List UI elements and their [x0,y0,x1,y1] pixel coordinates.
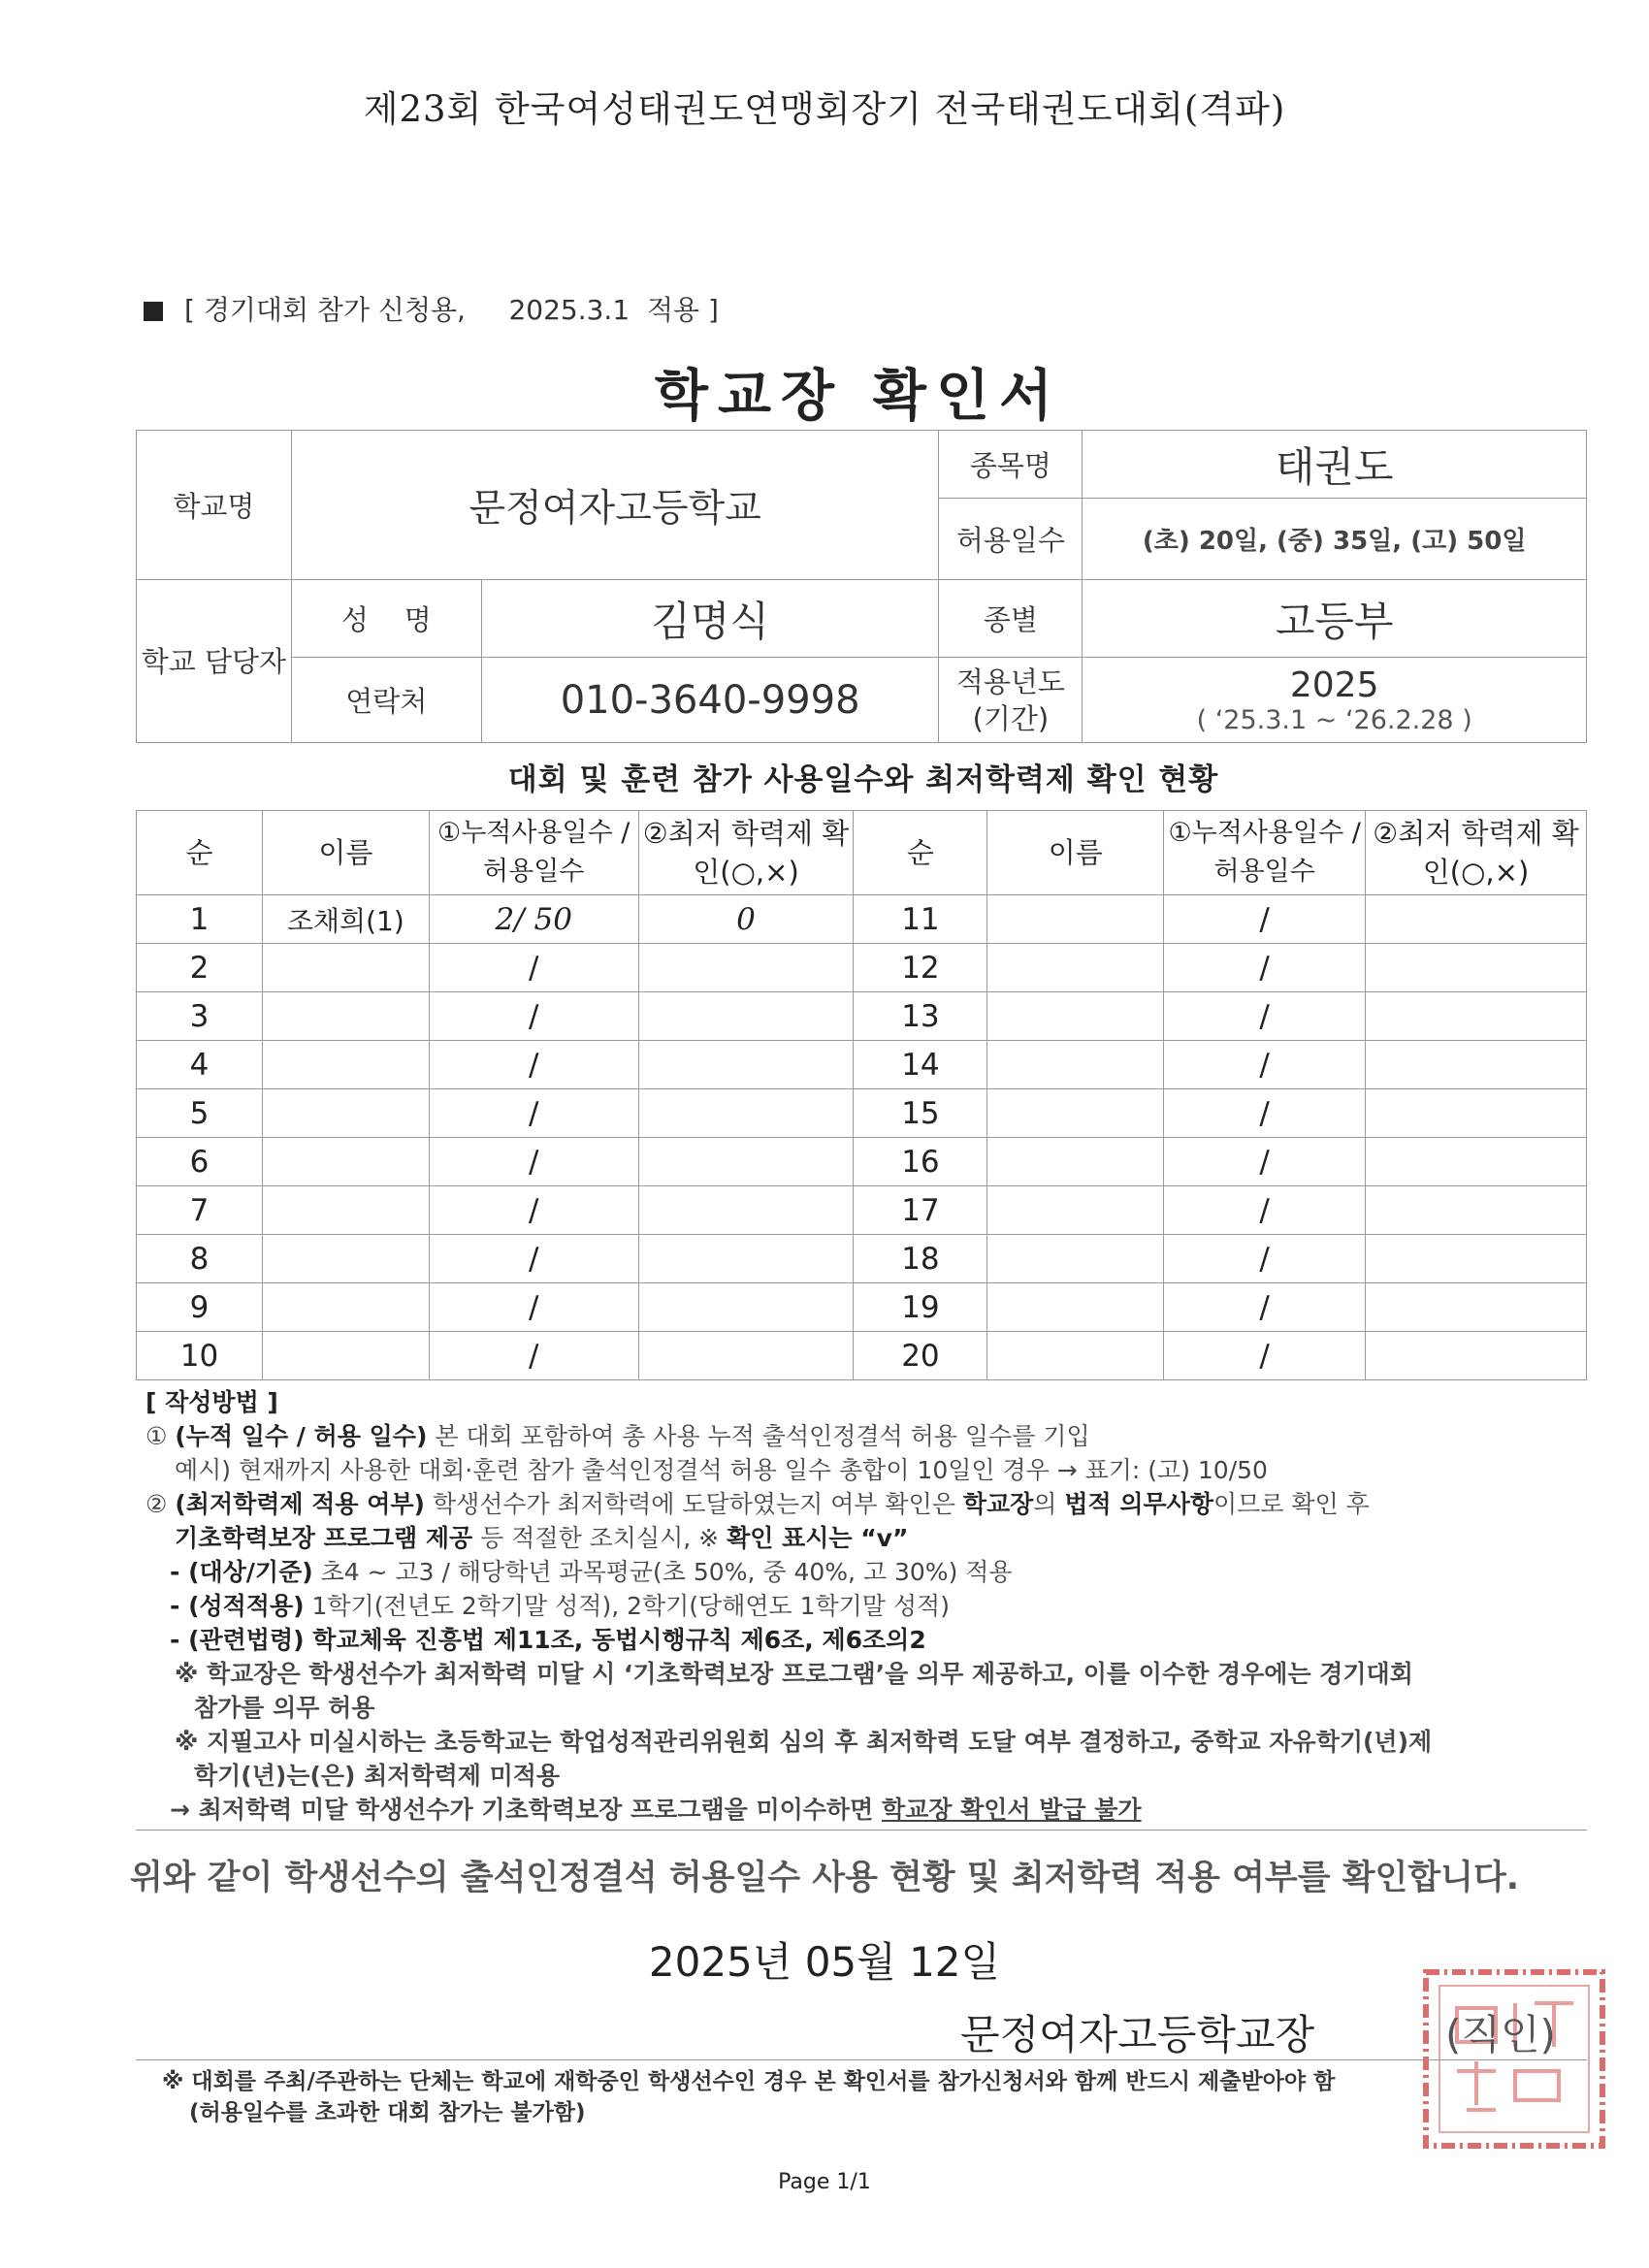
divider [136,2059,1587,2060]
days-cell: / [429,1186,638,1235]
days-cell: / [429,1138,638,1186]
event-label: 종목명 [939,431,1083,499]
guide-note-1: ※ 학교장은 학생선수가 최저학력 미달 시 ‘기초학력보장 프로그램’을 의무 제공하고, 이를 이수한 경우에는 경기대회 [175,1660,1413,1688]
name-label: 성 명 [291,580,481,658]
row-no: 20 [854,1332,987,1380]
handwritten-days: 2/ 50 [429,895,638,944]
check-cell [1366,1186,1587,1235]
student-name [987,1138,1164,1186]
header-days: ①누적사용일수 /허용일수 [429,811,638,895]
days-cell: / [1164,944,1366,992]
guide-item-2-bold-d: 법적 의무사항 [1064,1490,1214,1518]
days-cell: / [429,992,638,1041]
check-cell [638,992,854,1041]
guide-note-3-text: → 최저학력 미달 학생선수가 기초학력보장 프로그램을 미이수하면 [170,1796,882,1824]
days-cell: / [429,1283,638,1332]
row-no: 10 [137,1332,263,1380]
handwritten-check: 0 [638,895,854,944]
info-table [136,430,1587,743]
student-name [262,1235,429,1283]
footnote-line-2: (허용일수를 초과한 대회 참가는 불가함) [189,2100,586,2125]
allowed-days: (초) 20일, (중) 35일, (고) 50일 [1083,499,1587,580]
student-name [262,1283,429,1332]
row-no: 19 [854,1283,987,1332]
student-name [987,1332,1164,1380]
days-cell: / [429,1089,638,1138]
guide-item-2 [146,1487,1600,1521]
student-name [987,1235,1164,1283]
table-row [137,1283,1587,1332]
contact-number: 010-3640-9998 [481,658,939,743]
row-no: 14 [854,1041,987,1089]
divider [136,1830,1587,1831]
circled-2-icon: ② [146,1490,168,1518]
days-cell: / [1164,1332,1366,1380]
days-cell: / [1164,895,1366,944]
row-no: 11 [854,895,987,944]
guide-item-2-text-e: 이므로 확인 후 [1213,1490,1370,1518]
form-tag: [ 경기대회 참가 신청용, 2025.3.1 적용 ] [184,294,719,326]
apply-year: 2025 [1289,664,1379,705]
division: 고등부 [1083,580,1587,658]
check-cell [1366,1138,1587,1186]
guide-law [146,1623,1600,1657]
header-no: 순 [137,811,263,895]
form-tag-line [144,289,719,328]
header-no: 순 [854,811,987,895]
guide-item-1-example: 예시) 현재까지 사용한 대회·훈련 참가 출석인정결석 허용 일수 총합이 10일인 경우 → 표기: (고) 10/50 [175,1456,1268,1484]
student-name: 조채희(1) [262,895,429,944]
row-no: 12 [854,944,987,992]
check-cell [1366,1332,1587,1380]
guide-grade-text: 1학기(전년도 2학기말 성적), 2학기(당해연도 1학기말 성적) [304,1592,950,1620]
table-row [137,1138,1587,1186]
guide-note-3 [146,1793,1600,1827]
guide-item-1-text: 본 대회 포함하여 총 사용 누적 출석인정결석 허용 일수를 기입 [427,1422,1090,1450]
guide-note-2-cont: 학기(년)는(은) 최저학력제 미적용 [194,1762,561,1790]
roster-subtitle: 대회 및 훈련 참가 사용일수와 최저학력제 확인 현황 [507,762,1219,797]
days-cell: / [1164,992,1366,1041]
row-no: 17 [854,1186,987,1235]
document-title: 학교장 확인서 [654,364,1063,428]
header-min-academic: ②최저 학력제 확인(○,×) [638,811,854,895]
guide-item-2-bold: (최저학력제 적용 여부) [175,1490,425,1518]
manager-name: 김명식 [481,580,939,658]
table-row [137,1089,1587,1138]
header-days: ①누적사용일수 /허용일수 [1164,811,1366,895]
check-cell [1366,944,1587,992]
student-name [262,1332,429,1380]
header-name: 이름 [987,811,1164,895]
guide-item-2-text-a: 학생선수가 최저학력에 도달하였는지 여부 확인은 [425,1490,963,1518]
guide-item-2-bold-b: 학교장 [962,1490,1034,1518]
manager-label: 학교 담당자 [137,580,292,743]
school-name-label: 학교명 [137,431,292,580]
days-cell: / [1164,1041,1366,1089]
student-name [987,895,1164,944]
guide-grade-bold: - (성적적용) [170,1592,305,1620]
table-row [137,895,1587,944]
guide-target-text: 초4 ~ 고3 / 해당학년 과목평균(초 50%, 중 40%, 고 30%) 적용 [312,1558,1013,1586]
days-cell: / [1164,1186,1366,1235]
days-cell: / [1164,1089,1366,1138]
guide-item-2-line2-bold: 기초학력보장 프로그램 제공 [175,1524,473,1552]
guide-item-2-line2-text: 등 적절한 조치실시, ※ [472,1524,728,1552]
year-label: 적용년도 (기간) [939,658,1083,743]
guide-item-2-line2-bold2: 확인 표시는 “v” [727,1524,909,1552]
student-name [262,944,429,992]
check-cell [638,1138,854,1186]
row-no: 3 [137,992,263,1041]
check-cell [1366,1041,1587,1089]
table-row [137,944,1587,992]
event-name: 태권도 [1083,431,1587,499]
student-name [987,992,1164,1041]
check-cell [1366,992,1587,1041]
guide-note-2: ※ 지필고사 미실시하는 초등학교는 학업성적관리위원회 심의 후 최저학력 도달 여부 결정하고, 중학교 자유학기(년)제 [175,1728,1433,1756]
row-no: 9 [137,1283,263,1332]
contact-label: 연락처 [291,658,481,743]
student-name [262,1041,429,1089]
division-label: 종별 [939,580,1083,658]
check-cell [638,1089,854,1138]
check-cell [638,1041,854,1089]
table-row [137,1235,1587,1283]
check-cell [1366,895,1587,944]
table-row [137,1332,1587,1380]
student-name [262,1186,429,1235]
principal-name: 문정여자고등학교장 [960,2011,1315,2058]
seal-label: (직인) [1445,2011,1556,2058]
guide-note-3-underlined: 학교장 확인서 발급 불가 [881,1796,1142,1824]
days-cell: / [1164,1235,1366,1283]
days-cell: / [1164,1283,1366,1332]
check-cell [638,1332,854,1380]
check-cell [638,1283,854,1332]
days-cell: / [429,1235,638,1283]
row-no: 15 [854,1089,987,1138]
student-name [262,992,429,1041]
guide-heading [146,1385,1600,1419]
table-row [137,1186,1587,1235]
roster-table [136,810,1587,1380]
guide-target [146,1555,1600,1589]
guide-item-1 [146,1419,1600,1453]
square-bullet-icon [144,302,163,321]
student-name [987,1041,1164,1089]
circled-1-icon: ① [146,1422,168,1450]
guide-item-2-text-c: 의 [1033,1490,1065,1518]
row-no: 5 [137,1089,263,1138]
check-cell [1366,1235,1587,1283]
days-cell: / [1164,1138,1366,1186]
days-cell: / [429,1041,638,1089]
event-title: 제23회 한국여성태권도연맹회장기 전국태권도대회(격파) [363,88,1286,130]
check-cell [638,944,854,992]
confirmation-text: 위와 같이 학생선수의 출석인정결석 허용일수 사용 현황 및 최저학력 적용 여부를 확인합니다. [129,1859,1520,1897]
row-no: 7 [137,1186,263,1235]
guide-target-bold: - (대상/기준) [170,1558,313,1586]
apply-period: ( ‘25.3.1 ~ ‘26.2.28 ) [1196,704,1472,735]
check-cell [1366,1089,1587,1138]
days-cell: / [429,944,638,992]
row-no: 2 [137,944,263,992]
student-name [987,1283,1164,1332]
writing-guide [146,1385,1600,1827]
guide-item-1-bold: (누적 일수 / 허용 일수) [175,1422,428,1450]
guide-note-1-cont: 참가를 의무 허용 [194,1694,375,1722]
guide-grade [146,1589,1600,1623]
days-cell: / [429,1332,638,1380]
footnote [162,2066,1598,2128]
table-row [137,992,1587,1041]
check-cell [638,1235,854,1283]
row-no: 8 [137,1235,263,1283]
row-no: 13 [854,992,987,1041]
row-no: 16 [854,1138,987,1186]
student-name [987,1089,1164,1138]
row-no: 4 [137,1041,263,1089]
check-cell [638,1186,854,1235]
row-no: 18 [854,1235,987,1283]
student-name [262,1089,429,1138]
student-name [987,1186,1164,1235]
school-name: 문정여자고등학교 [291,431,939,580]
row-no: 1 [137,895,263,944]
header-min-academic: ②최저 학력제 확인(○,×) [1366,811,1587,895]
table-row [137,1041,1587,1089]
guide-item-2-line2 [146,1521,1600,1555]
row-no: 6 [137,1138,263,1186]
header-name: 이름 [262,811,429,895]
student-name [262,1138,429,1186]
allowed-days-label: 허용일수 [939,499,1083,580]
issue-date: 2025년 05월 12일 [648,1938,1001,1986]
guide-heading-text: [ 작성방법 ] [146,1388,278,1416]
footnote-line-1: ※ 대회를 주최/주관하는 단체는 학교에 재학중인 학생선수인 경우 본 확인서를 참가신청서와 함께 반드시 제출받아야 함 [162,2069,1336,2094]
page-number: Page 1/1 [778,2170,871,2194]
check-cell [1366,1283,1587,1332]
year-cell [1083,658,1587,743]
student-name [987,944,1164,992]
guide-law-text: - (관련법령) 학교체육 진흥법 제11조, 동법시행규칙 제6조, 제6조의2 [170,1626,926,1654]
